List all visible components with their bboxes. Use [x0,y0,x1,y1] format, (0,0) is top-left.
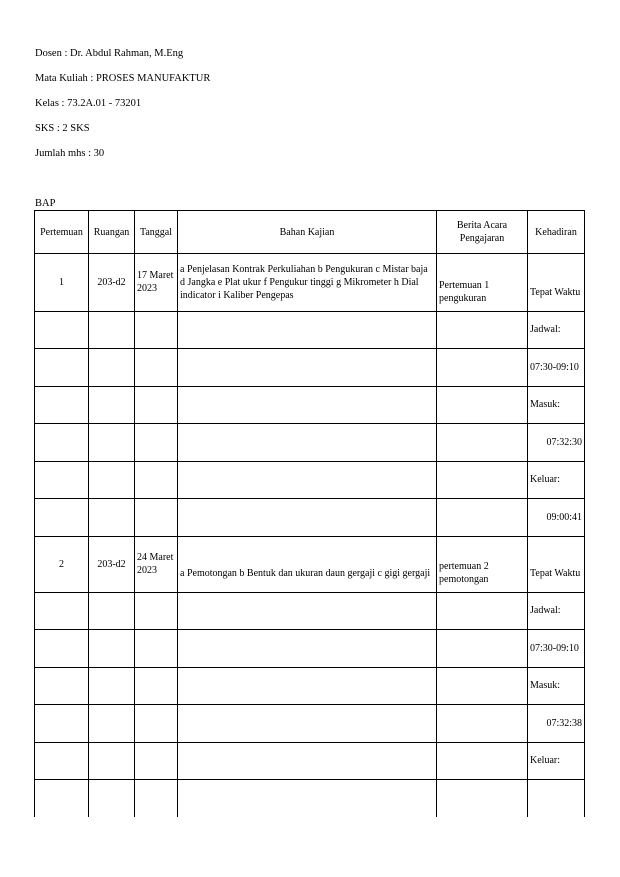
table-row [35,592,585,630]
jumlah-mhs-info: Jumlah mhs : 30 [35,148,105,159]
table-row [35,349,585,387]
table-row [35,742,585,780]
kehadiran-masuk-label: Masuk: [528,386,585,424]
kehadiran-masuk-label: Masuk: [528,667,585,705]
kehadiran-jadwal-label: Jadwal: [528,592,585,630]
header-ruangan: Ruangan [89,211,135,254]
header-kehadiran: Kehadiran [528,211,585,254]
kehadiran-jadwal-label: Jadwal: [528,311,585,349]
table-row [35,254,585,312]
session-no: 1 [35,254,89,312]
kehadiran-status: Tepat Waktu [528,254,585,312]
kehadiran-masuk-value: 07:32:30 [528,424,585,462]
table-row [35,499,585,537]
header-pertemuan: Pertemuan [35,211,89,254]
table-row [35,311,585,349]
kehadiran-status: Tepat Waktu [528,536,585,592]
table-row-partial [35,780,585,817]
sks-info: SKS : 2 SKS [35,123,90,134]
table-row [35,424,585,462]
session-bahan-kajian: a Penjelasan Kontrak Perkuliahan b Pengukuran c Mistar baja d Jangka e Plat ukur f Pengukur tinggi g Mikrometer h Dial indicator i Kaliber Pengepas [178,254,437,312]
kehadiran-keluar-label: Keluar: [528,461,585,499]
table-row [35,630,585,668]
kehadiran-jadwal-value: 07:30-09:10 [528,630,585,668]
header-berita-acara: Berita Acara Pengajaran [437,211,528,254]
bap-table [34,210,585,817]
matkul-info: Mata Kuliah : PROSES MANUFAKTUR [35,73,211,84]
kelas-info: Kelas : 73.2A.01 - 73201 [35,98,142,109]
bap-label: BAP [35,198,56,209]
session-tanggal: 24 Maret 2023 [135,536,178,592]
kehadiran-masuk-value: 07:32:38 [528,705,585,743]
header-bahan-kajian: Bahan Kajian [178,211,437,254]
session-no: 2 [35,536,89,592]
kehadiran-jadwal-value: 07:30-09:10 [528,349,585,387]
session-tanggal: 17 Maret 2023 [135,254,178,312]
kehadiran-keluar-value: 09:00:41 [528,499,585,537]
kehadiran-keluar-label: Keluar: [528,742,585,780]
session-ruangan: 203-d2 [89,536,135,592]
session-bahan-kajian: a Pemotongan b Bentuk dan ukuran daun gergaji c gigi gergaji [178,536,437,592]
session-ruangan: 203-d2 [89,254,135,312]
dosen-info: Dosen : Dr. Abdul Rahman, M.Eng [35,48,184,59]
session-berita-acara: Pertemuan 1 pengukuran [437,254,528,312]
table-header-row [35,211,585,254]
table-row [35,461,585,499]
session-berita-acara: pertemuan 2 pemotongan [437,536,528,592]
table-row [35,667,585,705]
table-row [35,536,585,592]
table-row [35,705,585,743]
table-row [35,386,585,424]
header-tanggal: Tanggal [135,211,178,254]
